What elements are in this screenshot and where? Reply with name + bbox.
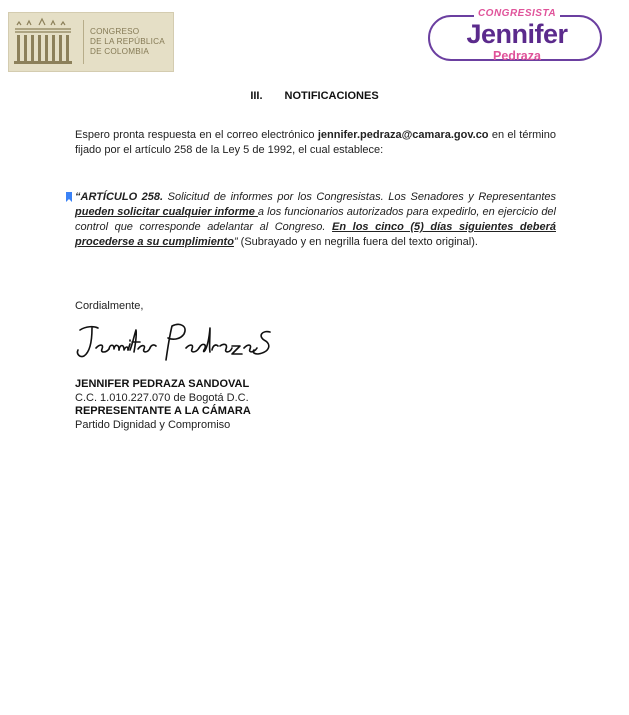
signer-party: Partido Dignidad y Compromiso	[75, 418, 231, 431]
article-text-1: Solicitud de informes por los Congresistas. Los Senadores y Representantes	[163, 191, 557, 203]
capitol-building-icon	[9, 13, 81, 71]
paragraph1-text-after: en el término fijado por el artículo 258 de la Ley 5 de 1992, el cual establece:	[75, 129, 556, 156]
logo-kicker: CONGRESISTA	[428, 8, 606, 19]
article-label: “ARTÍCULO 258.	[75, 191, 164, 203]
signature-block	[75, 378, 251, 432]
bookmark-icon[interactable]	[66, 192, 72, 202]
signer-id: C.C. 1.010.227.070 de Bogotá D.C.	[75, 391, 249, 404]
congreso-line-2: DE LA REPÚBLICA	[90, 37, 165, 46]
closing-salutation: Cordialmente,	[75, 300, 144, 312]
logo-surname: Pedraza	[493, 49, 541, 63]
section-heading: NOTIFICACIONES	[284, 90, 379, 102]
section-title	[0, 90, 629, 102]
section-number: III.	[250, 90, 263, 102]
jennifer-pedraza-logo	[428, 8, 606, 64]
paragraph1-text: Espero pronta respuesta en el correo electrónico	[75, 129, 318, 141]
article-underlined-1: pueden solicitar cualquier informe	[75, 206, 258, 218]
handwritten-signature	[72, 316, 282, 366]
article-text-2: a los funcionarios autorizados para expedirlo, en ejercicio del control que corresponde adelantar al Congreso.	[75, 206, 556, 233]
signer-name: JENNIFER PEDRAZA SANDOVAL	[75, 378, 250, 390]
paragraph-request	[75, 128, 556, 158]
contact-email: jennifer.pedraza@camara.gov.co	[317, 129, 489, 141]
logo-divider	[83, 20, 84, 64]
article-close-quote: ”	[233, 236, 238, 248]
paragraph-article-quote	[75, 190, 556, 250]
congreso-line-3: DE COLOMBIA	[90, 47, 150, 56]
congreso-line-1: CONGRESO	[90, 27, 140, 36]
congreso-logo-text	[90, 27, 165, 57]
article-underlined-2: En los cinco (5) días siguientes deberá procederse a su cumplimiento	[75, 221, 556, 248]
article-note: (Subrayado y en negrilla fuera del texto original).	[237, 236, 478, 248]
congreso-logo	[8, 12, 174, 72]
logo-name: Jennifer	[466, 19, 568, 49]
signer-role: REPRESENTANTE A LA CÁMARA	[75, 405, 251, 417]
